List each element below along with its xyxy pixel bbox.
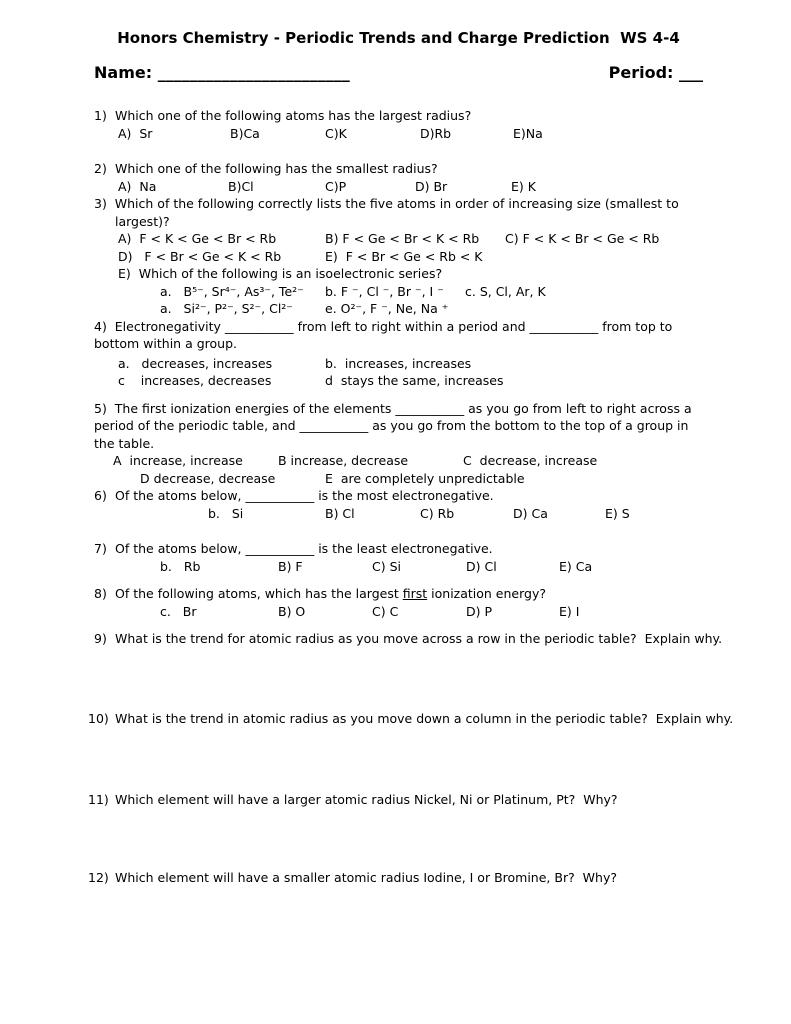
choice: C) Si: [372, 558, 401, 574]
question-9-text: What is the trend for atomic radius as you move across a row in the periodic table? Explain why.: [115, 631, 723, 646]
name-period-row: [94, 64, 703, 82]
choice: A) Sr: [118, 125, 153, 141]
choice: E) I: [559, 603, 580, 619]
choice: E) F < Br < Ge < Rb < K: [325, 248, 483, 264]
period-label: Period:: [608, 62, 674, 82]
question-2-prompt: Which one of the following has the smallest radius?: [115, 161, 438, 176]
choice: C) F < K < Br < Ge < Rb: [505, 231, 660, 246]
question-9-number: 9): [94, 631, 107, 646]
choice: D) P: [466, 603, 493, 619]
question-1-prompt: Which one of the following atoms has the largest radius?: [115, 108, 472, 123]
question-2: [94, 160, 703, 178]
question-5-row1: [113, 452, 703, 470]
question-6-number: 6): [94, 488, 107, 503]
choice: D) Ca: [513, 505, 548, 521]
choice: C) C: [372, 603, 399, 619]
choice: b. Si: [208, 505, 244, 521]
choice: B increase, decrease: [278, 453, 409, 468]
choice: A increase, increase: [113, 453, 243, 468]
question-5-row2: [140, 470, 703, 488]
question-12-text: Which element will have a smaller atomic radius Iodine, I or Bromine, Br? Why?: [115, 869, 617, 885]
question-11-text: Which element will have a larger atomic radius Nickel, Ni or Platinum, Pt? Why?: [115, 792, 618, 807]
name-blank-line: ________________________: [157, 62, 350, 82]
choice: d stays the same, increases: [325, 373, 504, 388]
question-8-underlined-word: first: [402, 586, 428, 601]
question-1-number: 1): [94, 108, 107, 123]
question-4-row1: [118, 355, 703, 373]
choice: b. increases, increases: [325, 355, 472, 371]
name-label: Name:: [94, 62, 153, 82]
choice: E are completely unpredictable: [325, 470, 525, 486]
choice: D)Rb: [420, 125, 452, 141]
period-blank-line: ___: [679, 62, 703, 82]
question-5: 5) The first ionization energies of the elements ___________ as you go from left to right across a period of the periodic table, and ___________ as you go from the bottom to the top of a group in the table.: [94, 400, 696, 451]
choice: B) Cl: [325, 505, 355, 521]
choice: E) Ca: [559, 558, 593, 574]
question-12-number: 12): [88, 869, 109, 885]
choice: A) F < K < Ge < Br < Rb: [118, 231, 277, 246]
question-7: [94, 540, 703, 558]
choice: B)Ca: [230, 125, 260, 141]
question-6-prompt: Of the atoms below, ___________ is the most electronegative.: [115, 488, 494, 503]
question-11-number: 11): [88, 792, 109, 807]
question-4: 4) Electronegativity ___________ from left to right within a period and ___________ from top to bottom within a group.: [94, 318, 677, 351]
choice: c. S, Cl, Ar, K: [465, 283, 546, 299]
question-7-choices: [160, 558, 703, 576]
choice: D) F < Br < Ge < K < Rb: [118, 248, 282, 264]
question-4-row2: [118, 372, 703, 390]
choice: D) Cl: [466, 558, 497, 574]
choice: e. O²⁻, F ⁻, Ne, Na ⁺: [325, 301, 449, 316]
choice: D) Br: [415, 178, 448, 194]
choice: a. B⁵⁻, Sr⁴⁻, As³⁻, Te²⁻: [160, 283, 304, 299]
choice: C) Rb: [420, 505, 455, 521]
question-1: [94, 107, 703, 125]
question-3: 3) Which of the following correctly lists the five atoms in order of increasing size (smallest to largest)?: [94, 196, 683, 229]
question-1-choices: [118, 125, 703, 143]
name-group: [94, 64, 350, 82]
page-title: Honors Chemistry - Periodic Trends and Charge Prediction WS 4-4: [117, 29, 680, 47]
choice: a. decreases, increases: [118, 355, 273, 371]
question-8: [94, 585, 703, 603]
question-2-choices: [118, 178, 703, 196]
question-12: [88, 869, 703, 887]
period-group: [609, 64, 703, 82]
question-8-prompt-after: ionization energy?: [427, 586, 546, 601]
question-7-prompt: Of the atoms below, ___________ is the least electronegative.: [115, 541, 493, 556]
choice: D decrease, decrease: [140, 470, 276, 486]
choice: C)K: [325, 125, 347, 141]
choice: B) F: [278, 558, 303, 574]
question-3e-row2: [160, 300, 703, 318]
question-9: [94, 630, 723, 648]
question-3-row1: [118, 230, 703, 248]
question-7-number: 7): [94, 541, 107, 556]
choice: A) Na: [118, 178, 157, 194]
choice: b. F ⁻, Cl ⁻, Br ⁻, I ⁻: [325, 283, 444, 299]
question-6: [94, 487, 703, 505]
choice: E) K: [511, 178, 536, 194]
choice: b. Rb: [160, 558, 201, 574]
choice: B)Cl: [228, 178, 254, 194]
choice: c. Br: [160, 603, 197, 619]
choice: E) S: [605, 505, 630, 521]
question-3e-prompt: E) Which of the following is an isoelectronic series?: [118, 266, 443, 281]
choice: C)P: [325, 178, 347, 194]
question-3-row2: [118, 248, 703, 266]
choice: B) O: [278, 603, 306, 619]
question-8-prompt-before: Of the following atoms, which has the largest: [115, 586, 403, 601]
question-10-number: 10): [88, 710, 109, 726]
question-8-choices: [160, 603, 703, 621]
question-2-number: 2): [94, 161, 107, 176]
choice: E)Na: [513, 125, 543, 141]
question-10: [88, 710, 734, 728]
question-3e-row1: [160, 283, 703, 301]
question-11: [88, 791, 703, 809]
question-6-choices: [208, 505, 703, 523]
choice: B) F < Ge < Br < K < Rb: [325, 231, 480, 246]
question-8-number: 8): [94, 586, 107, 601]
choice: C decrease, increase: [463, 453, 598, 468]
choice: c increases, decreases: [118, 373, 272, 388]
question-10-text: What is the trend in atomic radius as you move down a column in the periodic table? Explain why.: [115, 710, 734, 726]
choice: a. Si²⁻, P²⁻, S²⁻, Cl²⁻: [160, 301, 293, 316]
